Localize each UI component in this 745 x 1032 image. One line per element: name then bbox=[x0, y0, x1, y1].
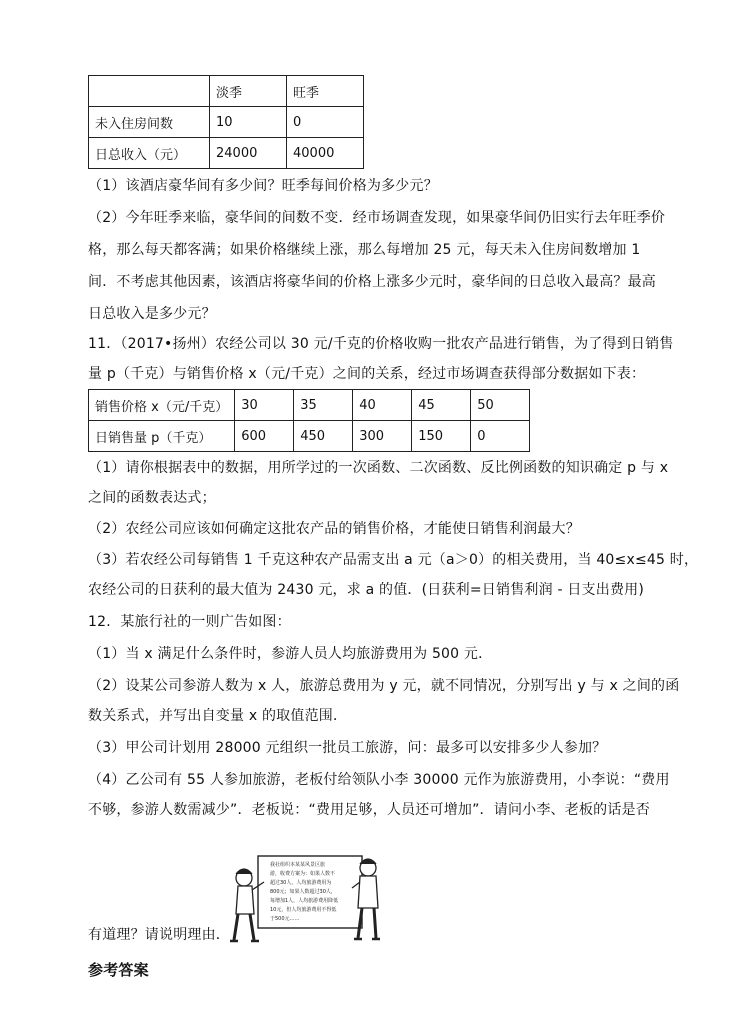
table-cell: 150 bbox=[412, 421, 471, 452]
q10-part2-line3: 间．不考虑其他因素，该酒店将豪华间的价格上涨多少元时，豪华间的日总收入最高？最高 bbox=[88, 274, 656, 290]
table-row bbox=[89, 421, 530, 452]
table-cell: 35 bbox=[294, 390, 353, 421]
sign-line: 800元；如果人数超过30人， bbox=[270, 889, 336, 895]
q11-part1-line1: （1）请你根据表中的数据，用所学过的一次函数、二次函数、反比例函数的知识确定 p 与 x bbox=[88, 460, 669, 476]
table-cell: 30 bbox=[235, 390, 294, 421]
table-cell: 未入住房间数 bbox=[89, 107, 210, 138]
sign-line: 游，收费方案为：如果人数不 bbox=[270, 871, 336, 877]
q12-part2-line1: （2）设某公司参游人数为 x 人，旅游总费用为 y 元，就不同情况，分别写出 y 与 x 之间的函 bbox=[88, 678, 680, 694]
q11-intro-line2: 量 p（千克）与销售价格 x（元/千克）之间的关系，经过市场调查获得部分数据如下表： bbox=[88, 366, 646, 382]
table-cell: 10 bbox=[210, 107, 287, 138]
sales-table bbox=[88, 389, 530, 452]
table-cell bbox=[89, 76, 210, 107]
q11-part3-line2: 农经公司的日获利的最大值为 2430 元，求 a 的值．(日获利=日销售利润 - 日支出费用) bbox=[88, 582, 645, 598]
q12-part3: （3）甲公司计划用 28000 元组织一批员工旅游，问：最多可以安排多少人参加？ bbox=[88, 740, 607, 756]
q10-part2-line4: 日总收入是多少元？ bbox=[88, 306, 216, 322]
q10-part1: （1）该酒店豪华间有多少间？旺季每间价格为多少元？ bbox=[88, 178, 438, 194]
q12-part4-line1: （4）乙公司有 55 人参加旅游，老板付给领队小李 30000 元作为旅游费用，小李说：“费用 bbox=[88, 772, 670, 788]
table-cell: 45 bbox=[412, 390, 471, 421]
table-row bbox=[89, 107, 364, 138]
table-cell: 40000 bbox=[287, 138, 364, 169]
table-cell: 旺季 bbox=[287, 76, 364, 107]
sign-line: 我社组织本某某风景区旅 bbox=[270, 862, 326, 868]
hotel-table bbox=[88, 75, 364, 169]
q12-part1: （1）当 x 满足什么条件时，参游人员人均旅游费用为 500 元． bbox=[88, 646, 493, 662]
table-row bbox=[89, 76, 364, 107]
table-cell: 日销售量 p（千克） bbox=[89, 421, 235, 452]
sign-line: 超过30人，人均旅游费用为 bbox=[270, 880, 332, 886]
q11-part2: （2）农经公司应该如何确定这批农产品的销售价格，才能使日销售利润最大？ bbox=[88, 521, 580, 537]
table-cell: 300 bbox=[353, 421, 412, 452]
q12-last-line: 有道理？请说明理由． bbox=[88, 927, 230, 943]
table-cell: 40 bbox=[353, 390, 412, 421]
table-cell: 日总收入（元） bbox=[89, 138, 210, 169]
sign-line: 于500元…… bbox=[270, 916, 300, 922]
table-cell: 600 bbox=[235, 421, 294, 452]
table-cell: 0 bbox=[287, 107, 364, 138]
q11-part1-line2: 之间的函数表达式； bbox=[88, 490, 216, 506]
q12-part4-line2: 不够，参游人数需减少”．老板说：“费用足够，人员还可增加”．请问小李、老板的话是否 bbox=[88, 802, 650, 818]
answer-heading: 参考答案 bbox=[88, 961, 149, 979]
table-row bbox=[89, 138, 364, 169]
sign-line: 10元，但人均旅游费用不得低 bbox=[270, 907, 337, 913]
ad-sign-text bbox=[270, 861, 338, 922]
table-cell: 450 bbox=[294, 421, 353, 452]
table-cell: 50 bbox=[471, 390, 530, 421]
table-row bbox=[89, 390, 530, 421]
table-cell: 销售价格 x（元/千克） bbox=[89, 390, 235, 421]
q10-part2-line2: 格，那么每天都客满；如果价格继续上涨，那么每增加 25 元，每天未入住房间数增加 1 bbox=[88, 242, 641, 258]
q12-intro: 12．某旅行社的一则广告如图： bbox=[88, 614, 291, 630]
sign-line: 每增加1人，人均旅游费用降低 bbox=[270, 898, 339, 904]
q12-part2-line2: 数关系式，并写出自变量 x 的取值范围． bbox=[88, 708, 348, 724]
table-cell: 24000 bbox=[210, 138, 287, 169]
q11-part3-line1: （3）若农经公司每销售 1 千克这种农产品需支出 a 元（a＞0）的相关费用，当 40≤x≤45 时， bbox=[88, 552, 699, 568]
q10-part2-line1: （2）今年旺季来临，豪华间的间数不变．经市场调查发现，如果豪华间仍旧实行去年旺季价 bbox=[88, 210, 666, 226]
travel-ad-cartoon bbox=[230, 852, 380, 944]
table-cell: 淡季 bbox=[210, 76, 287, 107]
table-cell: 0 bbox=[471, 421, 530, 452]
q11-intro-line1: 11．（2017•扬州）农经公司以 30 元/千克的价格收购一批农产品进行销售，为了得到日销售 bbox=[88, 336, 674, 352]
